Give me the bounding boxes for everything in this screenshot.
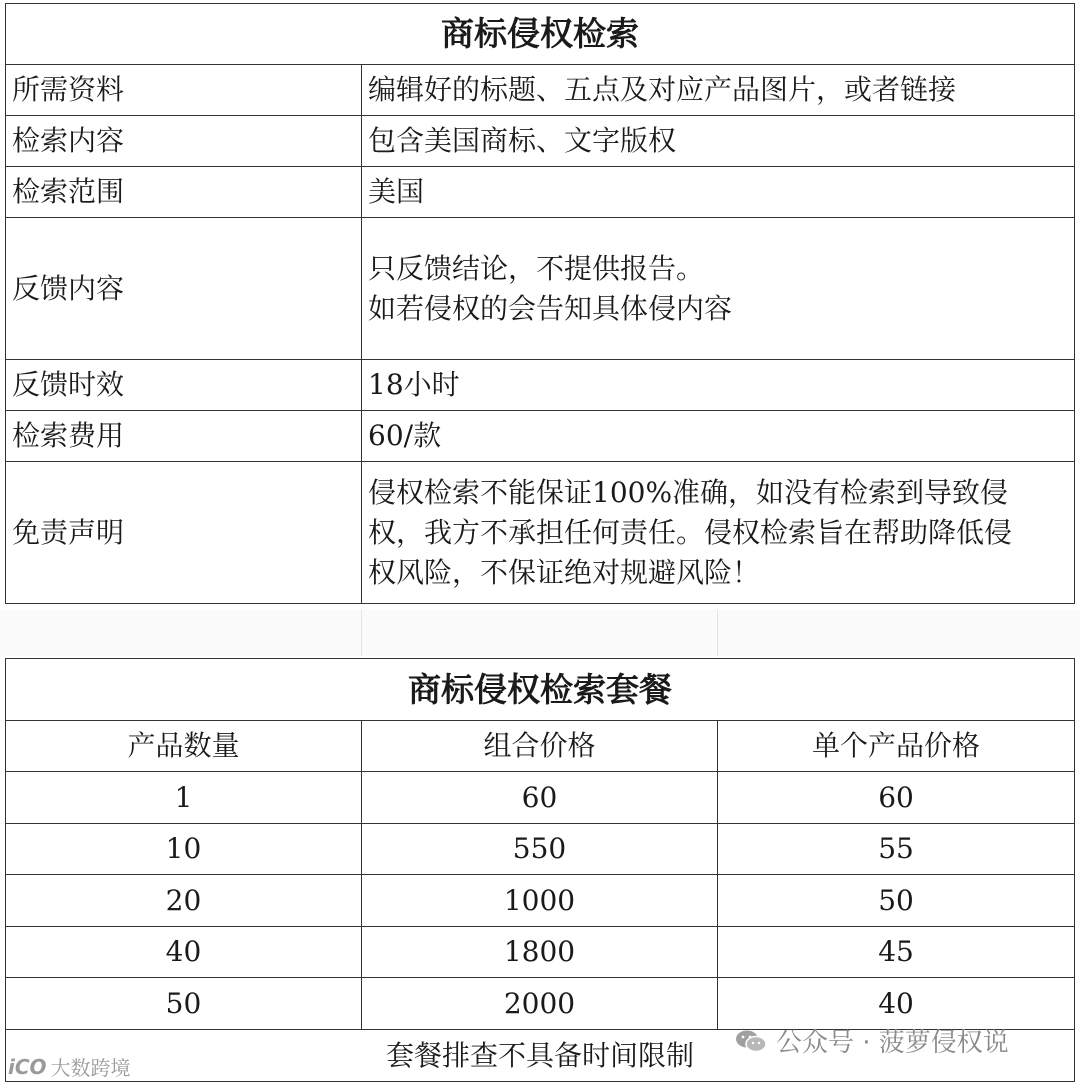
table-row — [6, 116, 1075, 167]
table-row — [6, 65, 1075, 116]
cell: 50 — [6, 978, 362, 1030]
table-row — [6, 927, 1075, 978]
package-price-table — [5, 658, 1075, 1082]
table-footer-note: 套餐排查不具备时间限制 — [6, 1030, 1075, 1082]
table-row — [6, 462, 1075, 604]
cell: 2000 — [362, 978, 718, 1030]
row-value: 美国 — [362, 167, 1075, 218]
cell: 40 — [6, 927, 362, 978]
row-key: 所需资料 — [6, 65, 362, 116]
cell: 10 — [6, 824, 362, 875]
table-row — [6, 875, 1075, 927]
sheet-gap — [0, 610, 1080, 656]
row-key: 检索费用 — [6, 411, 362, 462]
cell: 1 — [6, 772, 362, 824]
row-key: 检索内容 — [6, 116, 362, 167]
row-key: 免责声明 — [6, 462, 362, 604]
table-header-row — [6, 721, 1075, 772]
wechat-icon — [734, 1029, 768, 1053]
watermark-text: 公众号 · 菠萝侵权说 — [776, 1028, 1009, 1058]
column-header: 组合价格 — [362, 721, 718, 772]
column-header: 产品数量 — [6, 721, 362, 772]
table-row — [6, 360, 1075, 411]
table-title: 商标侵权检索 — [6, 4, 1075, 65]
table-row — [6, 218, 1075, 360]
trademark-search-info-table — [5, 3, 1075, 604]
row-key: 反馈内容 — [6, 218, 362, 360]
row-value — [362, 462, 1075, 604]
value-line: 只反馈结论，不提供报告。 — [368, 251, 705, 285]
wechat-watermark — [734, 1022, 1009, 1059]
row-value: 包含美国商标、文字版权 — [362, 116, 1075, 167]
row-key: 反馈时效 — [6, 360, 362, 411]
value-line: 权，我方不承担任何责任。侵权检索旨在帮助降低侵 — [368, 515, 1013, 549]
column-header: 单个产品价格 — [718, 721, 1075, 772]
row-key: 检索范围 — [6, 167, 362, 218]
gap-gridline — [361, 610, 362, 656]
table-row — [6, 411, 1075, 462]
row-value — [362, 218, 1075, 360]
cell: 60 — [362, 772, 718, 824]
brand-watermark — [8, 1052, 131, 1081]
gap-gridline — [717, 610, 718, 656]
watermark-text: 大数跨境 — [50, 1056, 131, 1080]
cell: 40 — [718, 978, 1075, 1030]
cell: 1000 — [362, 875, 718, 927]
value-line: 如若侵权的会告知具体侵内容 — [368, 291, 733, 325]
cell: 55 — [718, 824, 1075, 875]
row-value: 编辑好的标题、五点及对应产品图片，或者链接 — [362, 65, 1075, 116]
cell: 45 — [718, 927, 1075, 978]
value-line: 权风险，不保证绝对规避风险！ — [368, 555, 761, 589]
cell: 60 — [718, 772, 1075, 824]
row-value: 18小时 — [362, 360, 1075, 411]
table-row — [6, 772, 1075, 824]
brand-logo: iCO — [8, 1054, 47, 1079]
table-row — [6, 167, 1075, 218]
row-value: 60/款 — [362, 411, 1075, 462]
table-row — [6, 824, 1075, 875]
cell: 50 — [718, 875, 1075, 927]
cell: 1800 — [362, 927, 718, 978]
table-title: 商标侵权检索套餐 — [6, 659, 1075, 721]
cell: 20 — [6, 875, 362, 927]
cell: 550 — [362, 824, 718, 875]
value-line: 侵权检索不能保证100%准确，如没有检索到导致侵 — [368, 475, 1009, 509]
